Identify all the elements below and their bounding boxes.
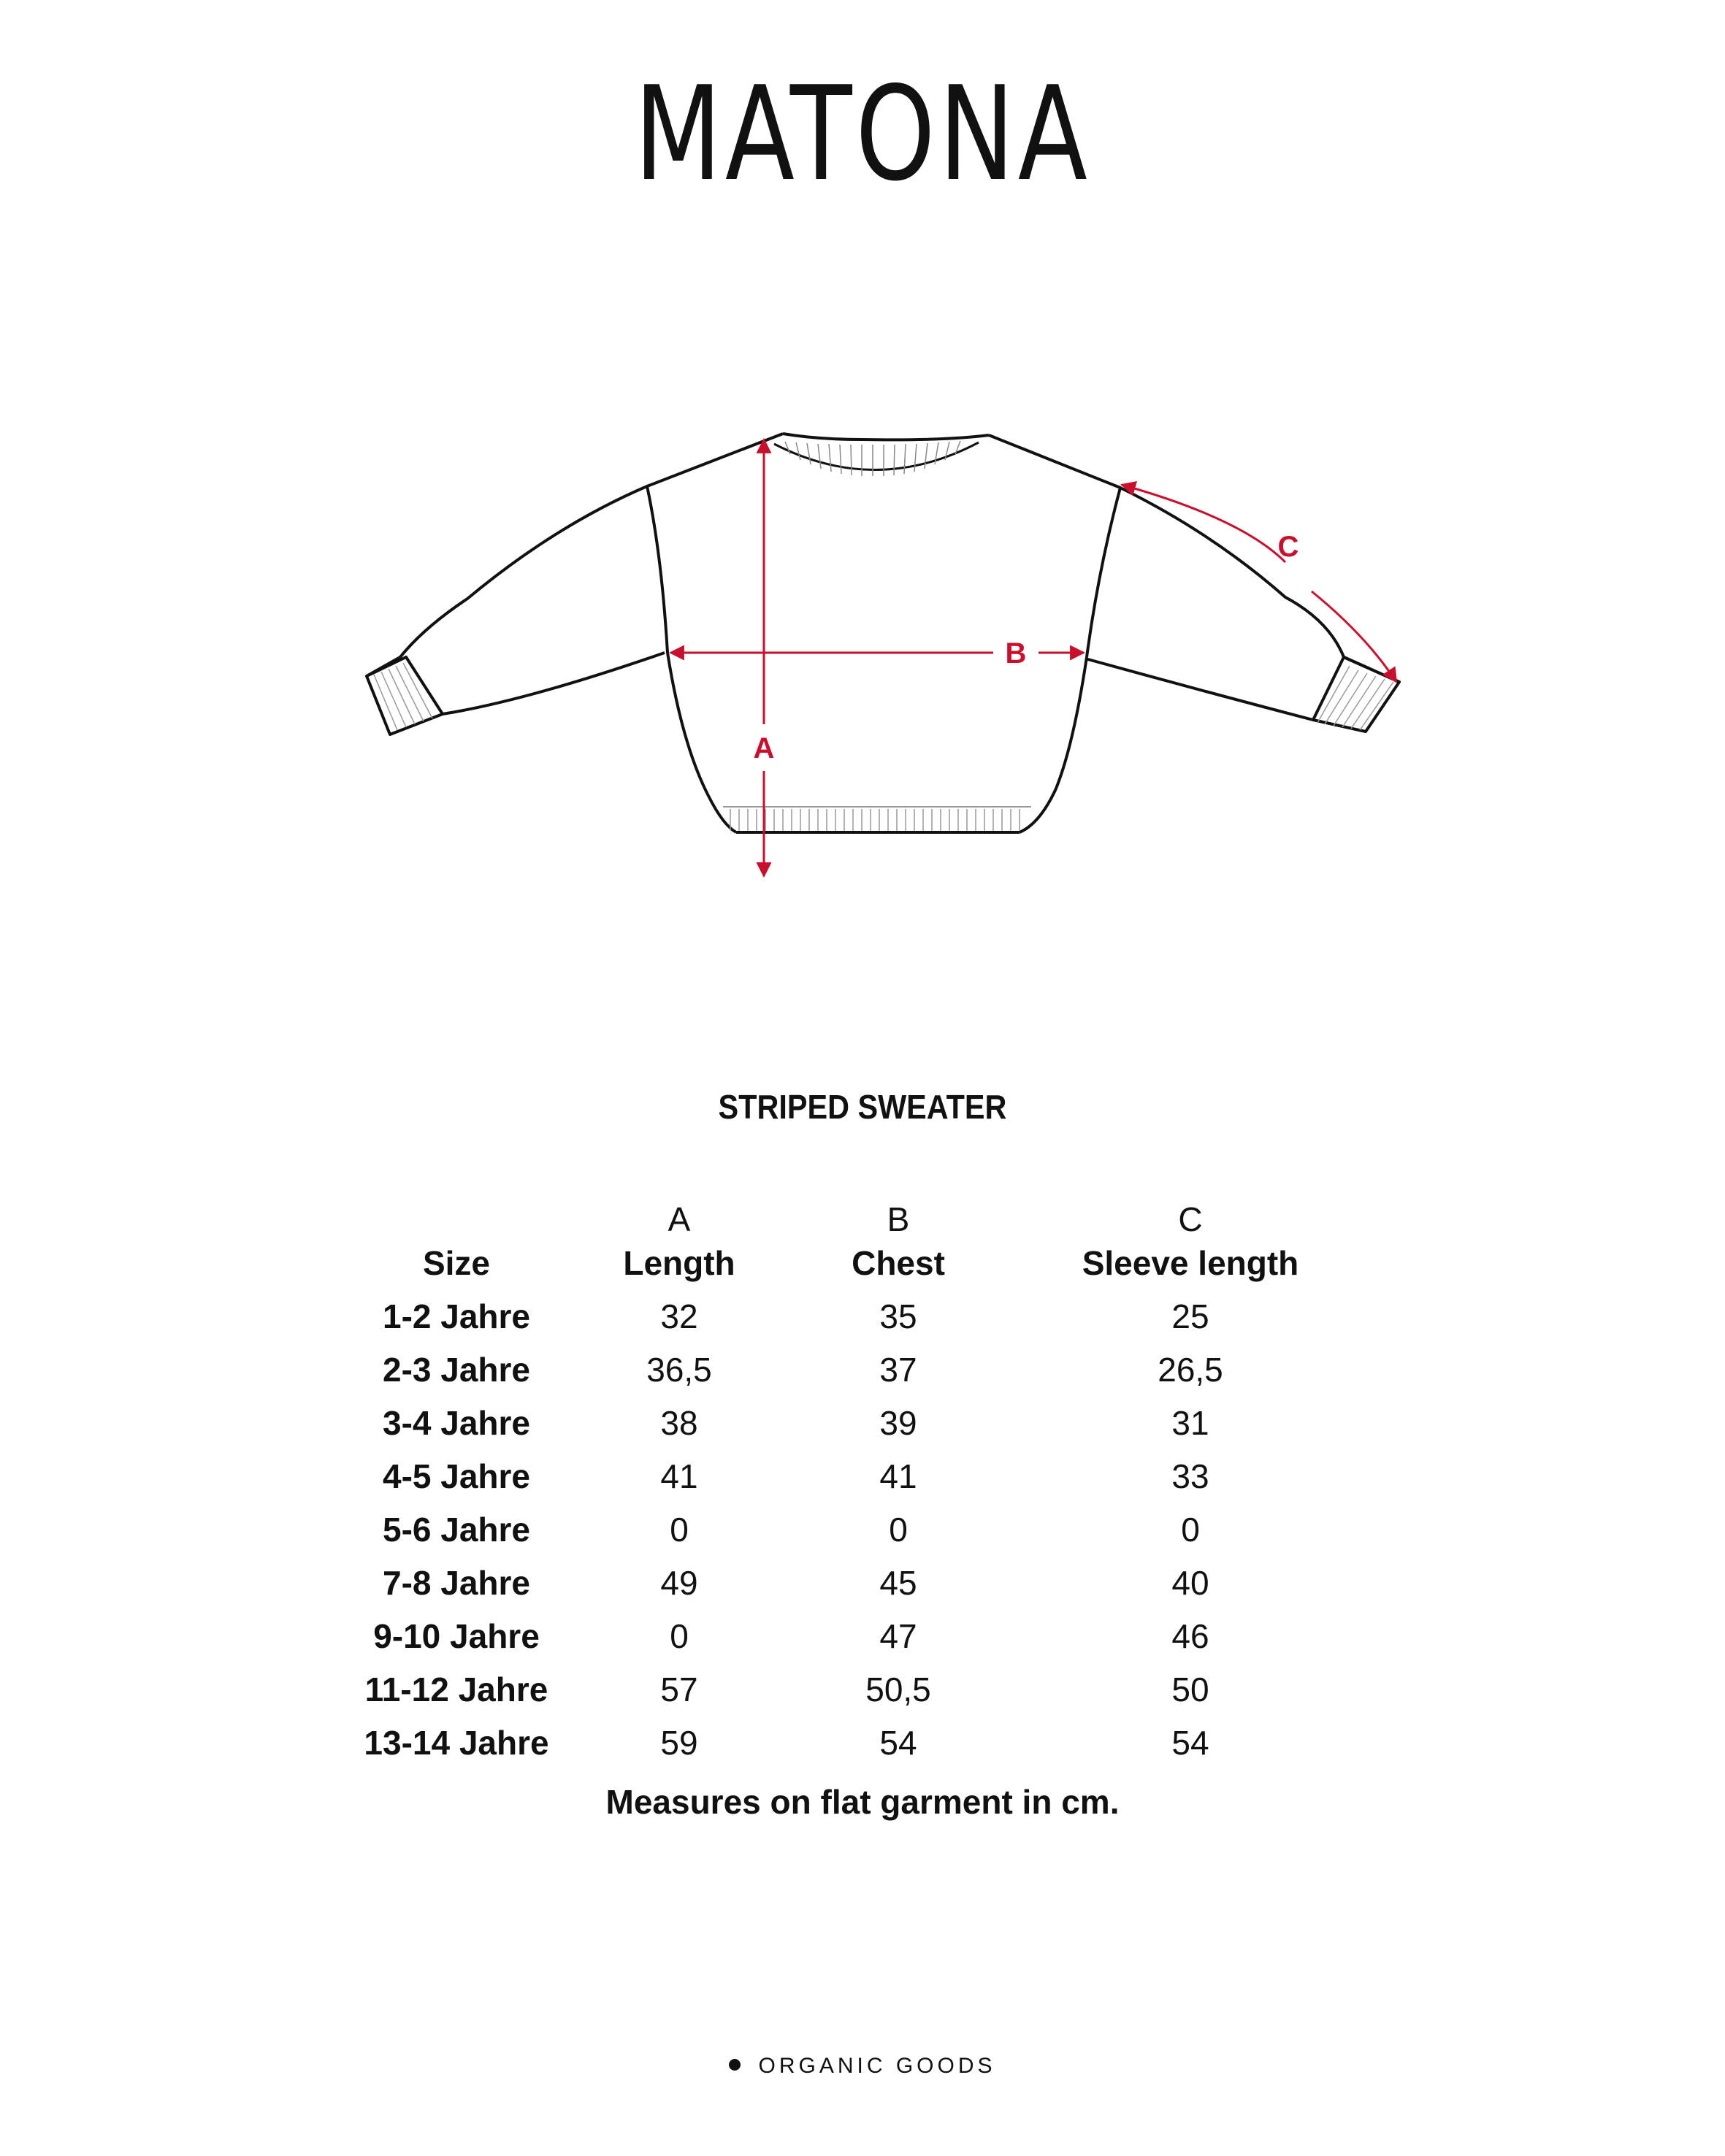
table-row (0, 1561, 1725, 1605)
length-cell: 38 (660, 1404, 698, 1442)
letter-b: B (887, 1200, 910, 1238)
table-row (0, 1454, 1725, 1498)
length-cell: 32 (660, 1297, 698, 1335)
sleeve-cell: 25 (1171, 1297, 1209, 1335)
sleeve-cell: 40 (1171, 1564, 1209, 1602)
sleeve-cell: 0 (1181, 1511, 1200, 1549)
table-row (0, 1294, 1725, 1338)
footer (0, 2052, 1725, 2081)
measurement-lines (670, 440, 1396, 876)
length-cell: 57 (660, 1670, 698, 1708)
brand-logo: MATONA (634, 58, 1091, 210)
chest-cell: 37 (879, 1351, 917, 1389)
length-cell: 0 (670, 1617, 689, 1655)
sleeve-cell: 31 (1171, 1404, 1209, 1442)
sleeve-cell: 46 (1171, 1617, 1209, 1655)
footer-text: ORGANIC GOODS (758, 2054, 996, 2078)
table-row (0, 1508, 1725, 1551)
size-cell: 2-3 Jahre (382, 1351, 530, 1389)
header-chest: Chest (852, 1244, 945, 1282)
letter-a: A (668, 1200, 691, 1238)
chest-cell: 35 (879, 1297, 917, 1335)
chest-cell: 45 (879, 1564, 917, 1602)
hem-ribbing (730, 809, 1020, 831)
measure-b-label: B (1005, 637, 1027, 670)
measure-c-label: C (1277, 531, 1299, 563)
table-letter-row (0, 1197, 1725, 1241)
chest-cell: 47 (879, 1617, 917, 1655)
collar-ribbing (774, 441, 979, 476)
measure-c-line (1122, 485, 1285, 562)
length-cell: 36,5 (646, 1351, 712, 1389)
product-title: STRIPED SWEATER (718, 1088, 1007, 1126)
chest-cell: 39 (879, 1404, 917, 1442)
table-row (0, 1668, 1725, 1711)
size-cell: 13-14 Jahre (364, 1724, 549, 1762)
chest-cell: 50,5 (865, 1670, 931, 1708)
sleeve-cell: 50 (1171, 1670, 1209, 1708)
table-row (0, 1721, 1725, 1765)
sweater-outline (367, 434, 1399, 832)
length-cell: 0 (670, 1511, 689, 1549)
size-cell: 1-2 Jahre (382, 1297, 530, 1335)
chest-cell: 0 (889, 1511, 908, 1549)
measurement-note: Measures on flat garment in cm. (605, 1783, 1120, 1821)
size-cell: 7-8 Jahre (382, 1564, 530, 1602)
measure-a-label: A (753, 732, 775, 764)
measure-c-line-lower (1312, 591, 1396, 682)
length-cell: 41 (660, 1457, 698, 1495)
table-row (0, 1401, 1725, 1445)
letter-c: C (1178, 1200, 1203, 1238)
chest-cell: 41 (879, 1457, 917, 1495)
header-length: Length (623, 1244, 735, 1282)
sleeve-cell: 26,5 (1158, 1351, 1223, 1389)
size-cell: 11-12 Jahre (364, 1670, 548, 1708)
table-row (0, 1614, 1725, 1658)
sleeve-cell: 54 (1171, 1724, 1209, 1762)
size-cell: 9-10 Jahre (373, 1617, 540, 1655)
sweater-drawing (0, 409, 1725, 905)
bullet-dot-icon (729, 2059, 741, 2071)
chest-cell: 54 (879, 1724, 917, 1762)
table-row (0, 1348, 1725, 1392)
length-cell: 59 (660, 1724, 698, 1762)
header-size: Size (422, 1244, 491, 1282)
size-cell: 4-5 Jahre (382, 1457, 530, 1495)
sleeve-cell: 33 (1171, 1457, 1209, 1495)
size-cell: 5-6 Jahre (382, 1511, 530, 1549)
header-sleeve-length: Sleeve length (1082, 1244, 1299, 1282)
length-cell: 49 (660, 1564, 698, 1602)
size-cell: 3-4 Jahre (382, 1404, 530, 1442)
sweater-diagram (0, 409, 1725, 905)
table-header-row (0, 1241, 1725, 1285)
